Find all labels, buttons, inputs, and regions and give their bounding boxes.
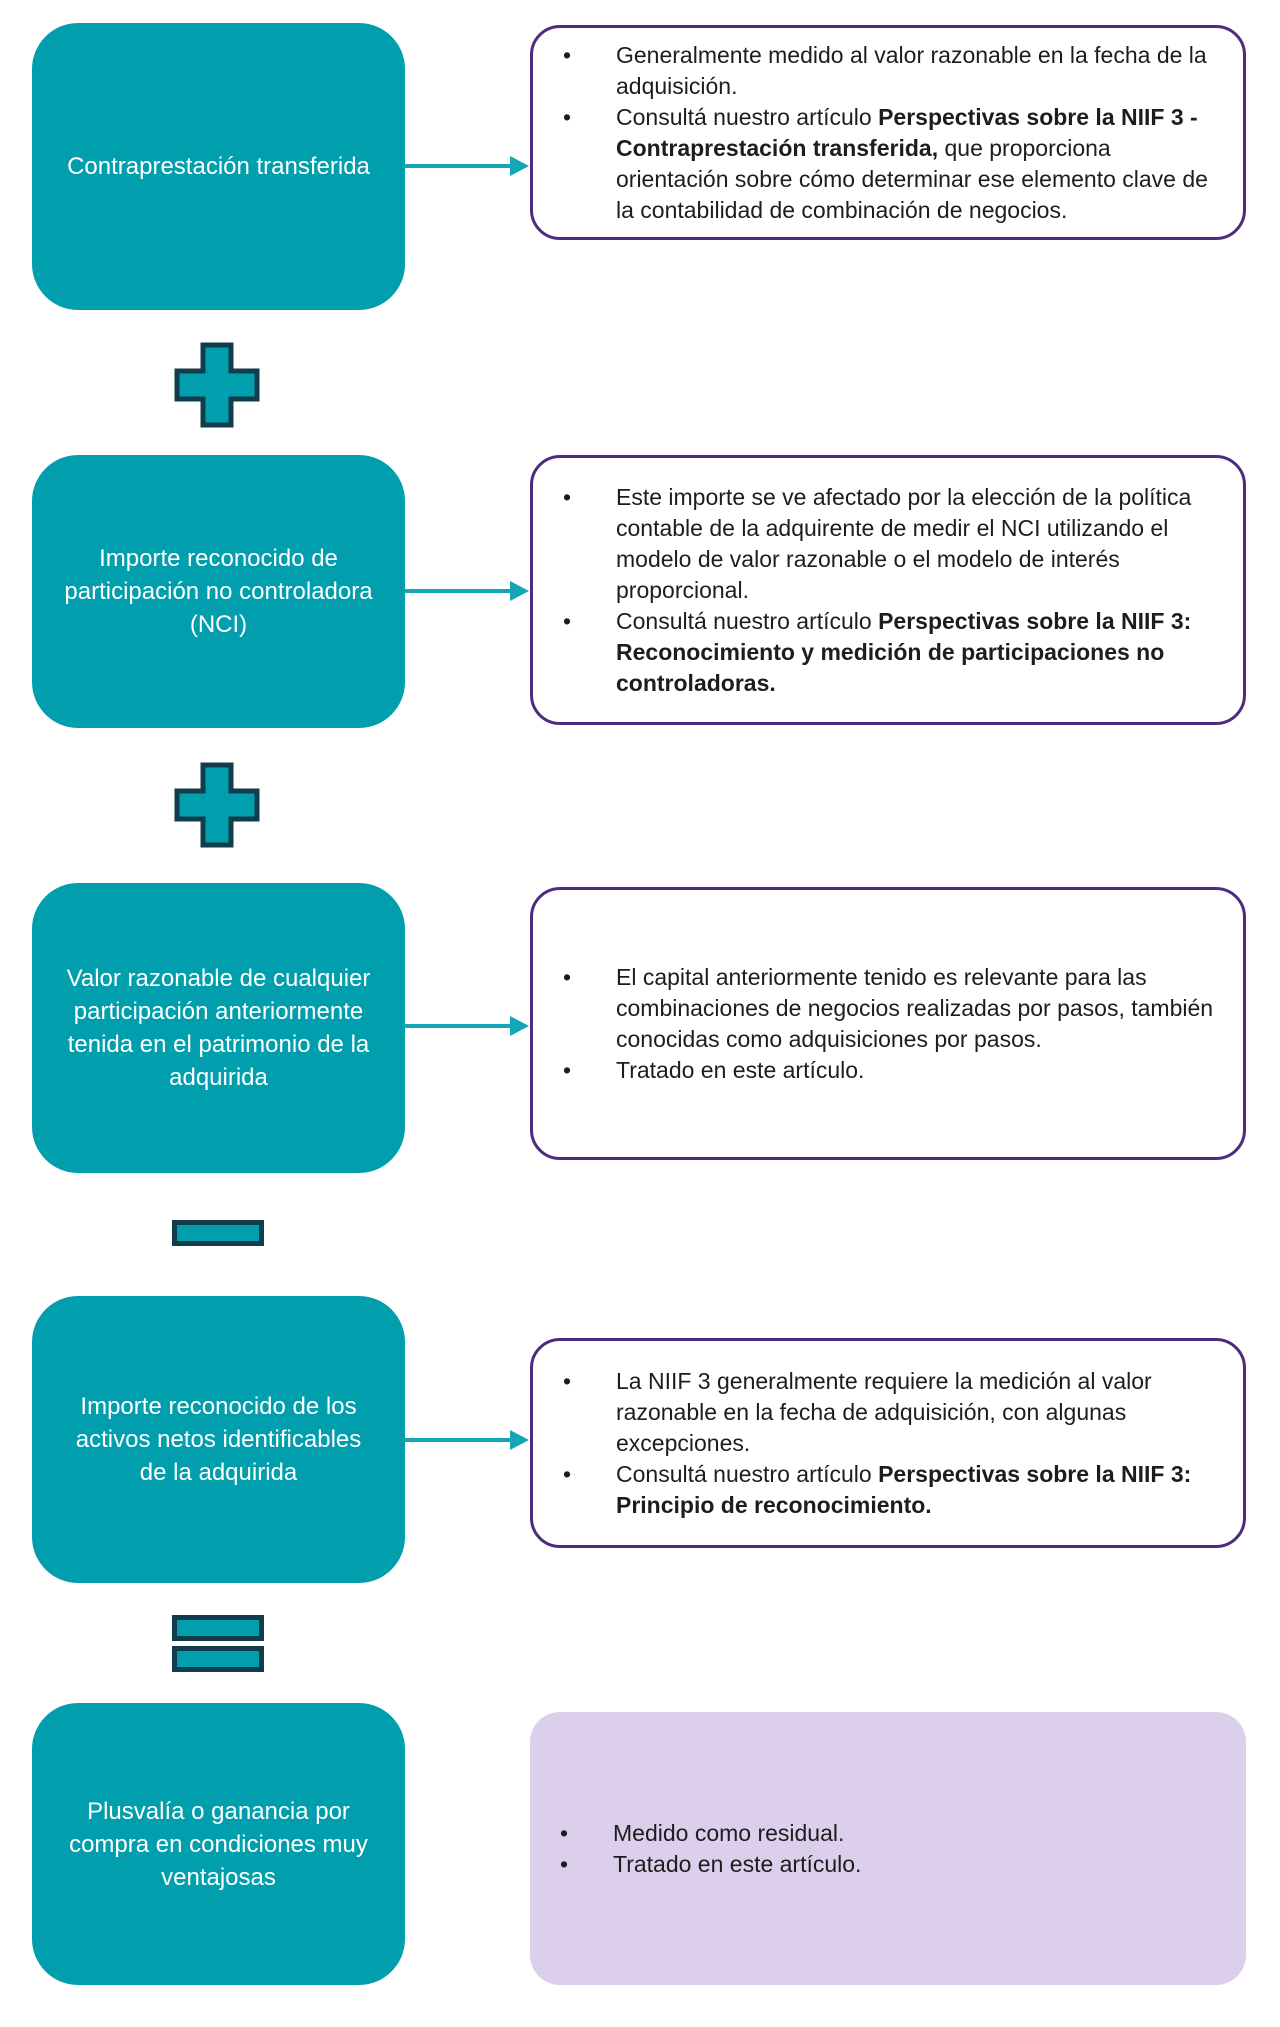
minus-icon	[172, 1220, 264, 1247]
list-item	[563, 40, 1217, 102]
term-box-label: Importe reconocido de los activos netos identificables de la adquirida	[75, 1393, 362, 1486]
bullet-text: Consultá nuestro artículo Perspectivas sobre la NIIF 3: Reconocimiento y medición de participaciones no controladoras.	[616, 607, 1192, 696]
term-box-label: Contraprestación transferida	[67, 153, 370, 180]
list-item	[563, 606, 1217, 699]
arrow-right-icon	[405, 1014, 530, 1038]
arrow-right-icon	[405, 154, 530, 178]
bullet-text: Medido como residual.	[613, 1819, 845, 1846]
term-box-nci	[32, 455, 405, 728]
list-item	[563, 962, 1217, 1055]
bullet-text: Tratado en este artículo.	[616, 1056, 865, 1083]
term-box-label: Valor razonable de cualquier participación anteriormente tenida en el patrimonio de la adquirida	[66, 965, 371, 1091]
list-item	[563, 1055, 1217, 1086]
term-box-activos-netos	[32, 1296, 405, 1583]
term-box-label: Plusvalía o ganancia por compra en condiciones muy ventajosas	[69, 1797, 368, 1891]
bullet-text: El capital anteriormente tenido es relevante para las combinaciones de negocios realizadas por pasos, también conocidas como adquisiciones por pasos.	[616, 963, 1214, 1052]
bullet-icon: •	[560, 1819, 569, 1846]
bullet-text: Este importe se ve afectado por la elección de la política contable de la adquirente de medir el NCI utilizando el modelo de valor razonable o el modelo de interés proporcional.	[616, 483, 1192, 603]
plus-icon	[174, 342, 260, 428]
arrow-right-icon	[405, 1428, 530, 1452]
bullet-icon: •	[560, 1850, 569, 1877]
bullet-text: Tratado en este artículo.	[613, 1850, 862, 1877]
bullet-icon: •	[563, 1460, 572, 1487]
list-item	[560, 1818, 1220, 1849]
bullet-text: Consultá nuestro artículo Perspectivas sobre la NIIF 3 - Contraprestación transferida, que proporciona orientación sobre cómo determinar ese elemento clave de la contabilidad de combinación de negocios.	[616, 103, 1208, 223]
note-box-contraprestacion	[530, 25, 1246, 240]
bullet-icon: •	[563, 103, 572, 130]
list-item	[563, 102, 1217, 226]
note-box-nci	[530, 455, 1246, 725]
list-item	[563, 1366, 1217, 1459]
bullet-text: Consultá nuestro artículo Perspectivas sobre la NIIF 3: Principio de reconocimiento.	[616, 1460, 1192, 1518]
term-box-plusvalia	[32, 1703, 405, 1985]
bullet-icon: •	[563, 963, 572, 990]
plus-icon	[174, 762, 260, 848]
equals-icon	[172, 1615, 264, 1673]
bullet-text: Generalmente medido al valor razonable en la fecha de la adquisición.	[616, 41, 1207, 99]
bullet-icon: •	[563, 483, 572, 510]
term-box-participacion-previa	[32, 883, 405, 1173]
term-box-contraprestacion	[32, 23, 405, 310]
note-box-activos-netos	[530, 1338, 1246, 1548]
list-item	[563, 482, 1217, 606]
list-item	[563, 1459, 1217, 1521]
bullet-icon: •	[563, 1367, 572, 1394]
bullet-icon: •	[563, 1056, 572, 1083]
bullet-text: La NIIF 3 generalmente requiere la medición al valor razonable en la fecha de adquisición, con algunas excepciones.	[616, 1367, 1152, 1456]
note-box-plusvalia	[530, 1712, 1246, 1985]
bullet-icon: •	[563, 41, 572, 68]
note-box-participacion-previa	[530, 887, 1246, 1160]
bullet-icon: •	[563, 607, 572, 634]
arrow-right-icon	[405, 579, 530, 603]
term-box-label: Importe reconocido de participación no controladora (NCI)	[64, 545, 373, 638]
list-item	[560, 1849, 1220, 1880]
